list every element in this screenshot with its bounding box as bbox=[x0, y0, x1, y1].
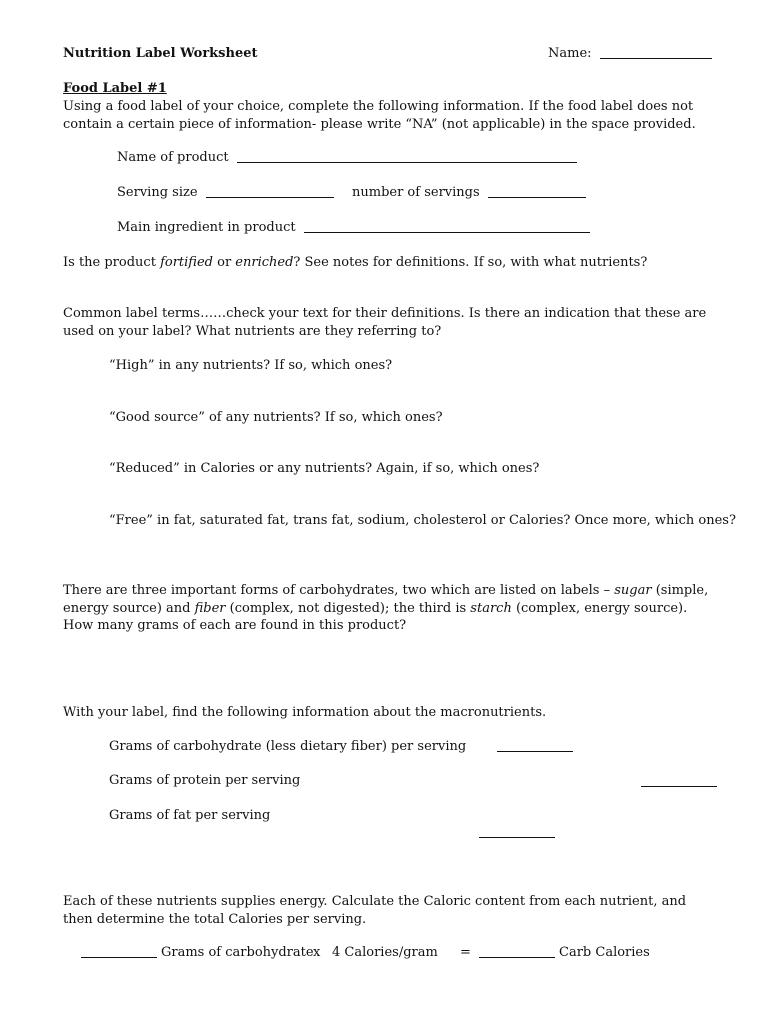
calorie-factor: 4 Calories/gram bbox=[332, 945, 438, 960]
question-reduced: “Reduced” in Calories or any nutrients? Again, if so, which ones? bbox=[109, 461, 540, 476]
main-ingredient-label: Main ingredient in product bbox=[117, 220, 296, 235]
main-ingredient-row[interactable] bbox=[117, 220, 590, 235]
question-free: “Free” in fat, saturated fat, trans fat, sodium, cholesterol or Calories? Once more, which ones? bbox=[109, 513, 736, 528]
product-name-label: Name of product bbox=[117, 150, 229, 165]
serving-size-blank[interactable] bbox=[206, 196, 334, 198]
macros-intro: With your label, find the following information about the macronutrients. bbox=[63, 705, 547, 720]
carb-grams-blank[interactable] bbox=[81, 957, 157, 958]
fat-serving-blank[interactable] bbox=[479, 837, 555, 838]
equals-sign: = bbox=[460, 945, 471, 960]
protein-serving-label: Grams of protein per serving bbox=[109, 773, 301, 788]
question-good-source: “Good source” of any nutrients? If so, which ones? bbox=[109, 410, 443, 425]
multiply-sign: x bbox=[313, 945, 321, 960]
fortified-question: Is the product fortified or enriched? See notes for definitions. If so, with what nutrients? bbox=[63, 255, 648, 270]
carb-calories-blank[interactable] bbox=[479, 957, 555, 958]
name-blank[interactable] bbox=[600, 57, 712, 59]
main-ingredient-blank[interactable] bbox=[304, 231, 590, 233]
question-high: “High” in any nutrients? If so, which ones? bbox=[109, 358, 393, 373]
section-intro: Using a food label of your choice, complete the following information. If the food label does not contain a certain piece of information- please write “NA” (not applicable) in the space provided. bbox=[63, 99, 696, 132]
carb-serving-label: Grams of carbohydrate (less dietary fiber) per serving bbox=[109, 739, 467, 754]
servings-label: number of servings bbox=[352, 185, 480, 200]
carbs-paragraph: There are three important forms of carbohydrates, two which are listed on labels – sugar (simple, energy source) and fiber (complex, not digested); the third is starch (complex, energy source). How many grams of each are found in this product? bbox=[63, 583, 709, 633]
servings-blank[interactable] bbox=[488, 196, 586, 198]
carb-calories-label: Carb Calories bbox=[559, 945, 650, 960]
section-heading: Food Label #1 bbox=[63, 81, 167, 96]
label-terms-intro: Common label terms……check your text for their definitions. Is there an indication that these are used on your label? What nutrients are they referring to? bbox=[63, 306, 707, 339]
protein-serving-blank[interactable] bbox=[641, 786, 717, 787]
name-label: Name: bbox=[548, 46, 592, 61]
serving-size-row[interactable] bbox=[117, 185, 334, 200]
product-name-row[interactable] bbox=[117, 150, 577, 165]
calories-intro: Each of these nutrients supplies energy. Calculate the Caloric content from each nutrient, and then determine the total Calories per serving. bbox=[63, 894, 687, 927]
name-field[interactable] bbox=[548, 46, 712, 61]
product-name-blank[interactable] bbox=[237, 161, 577, 163]
fat-serving-label: Grams of fat per serving bbox=[109, 808, 271, 823]
worksheet-title: Nutrition Label Worksheet bbox=[63, 46, 258, 61]
carb-grams-label: Grams of carbohydrate bbox=[161, 945, 314, 960]
serving-size-label: Serving size bbox=[117, 185, 198, 200]
servings-row[interactable] bbox=[352, 185, 586, 200]
carb-serving-blank[interactable] bbox=[497, 751, 573, 752]
